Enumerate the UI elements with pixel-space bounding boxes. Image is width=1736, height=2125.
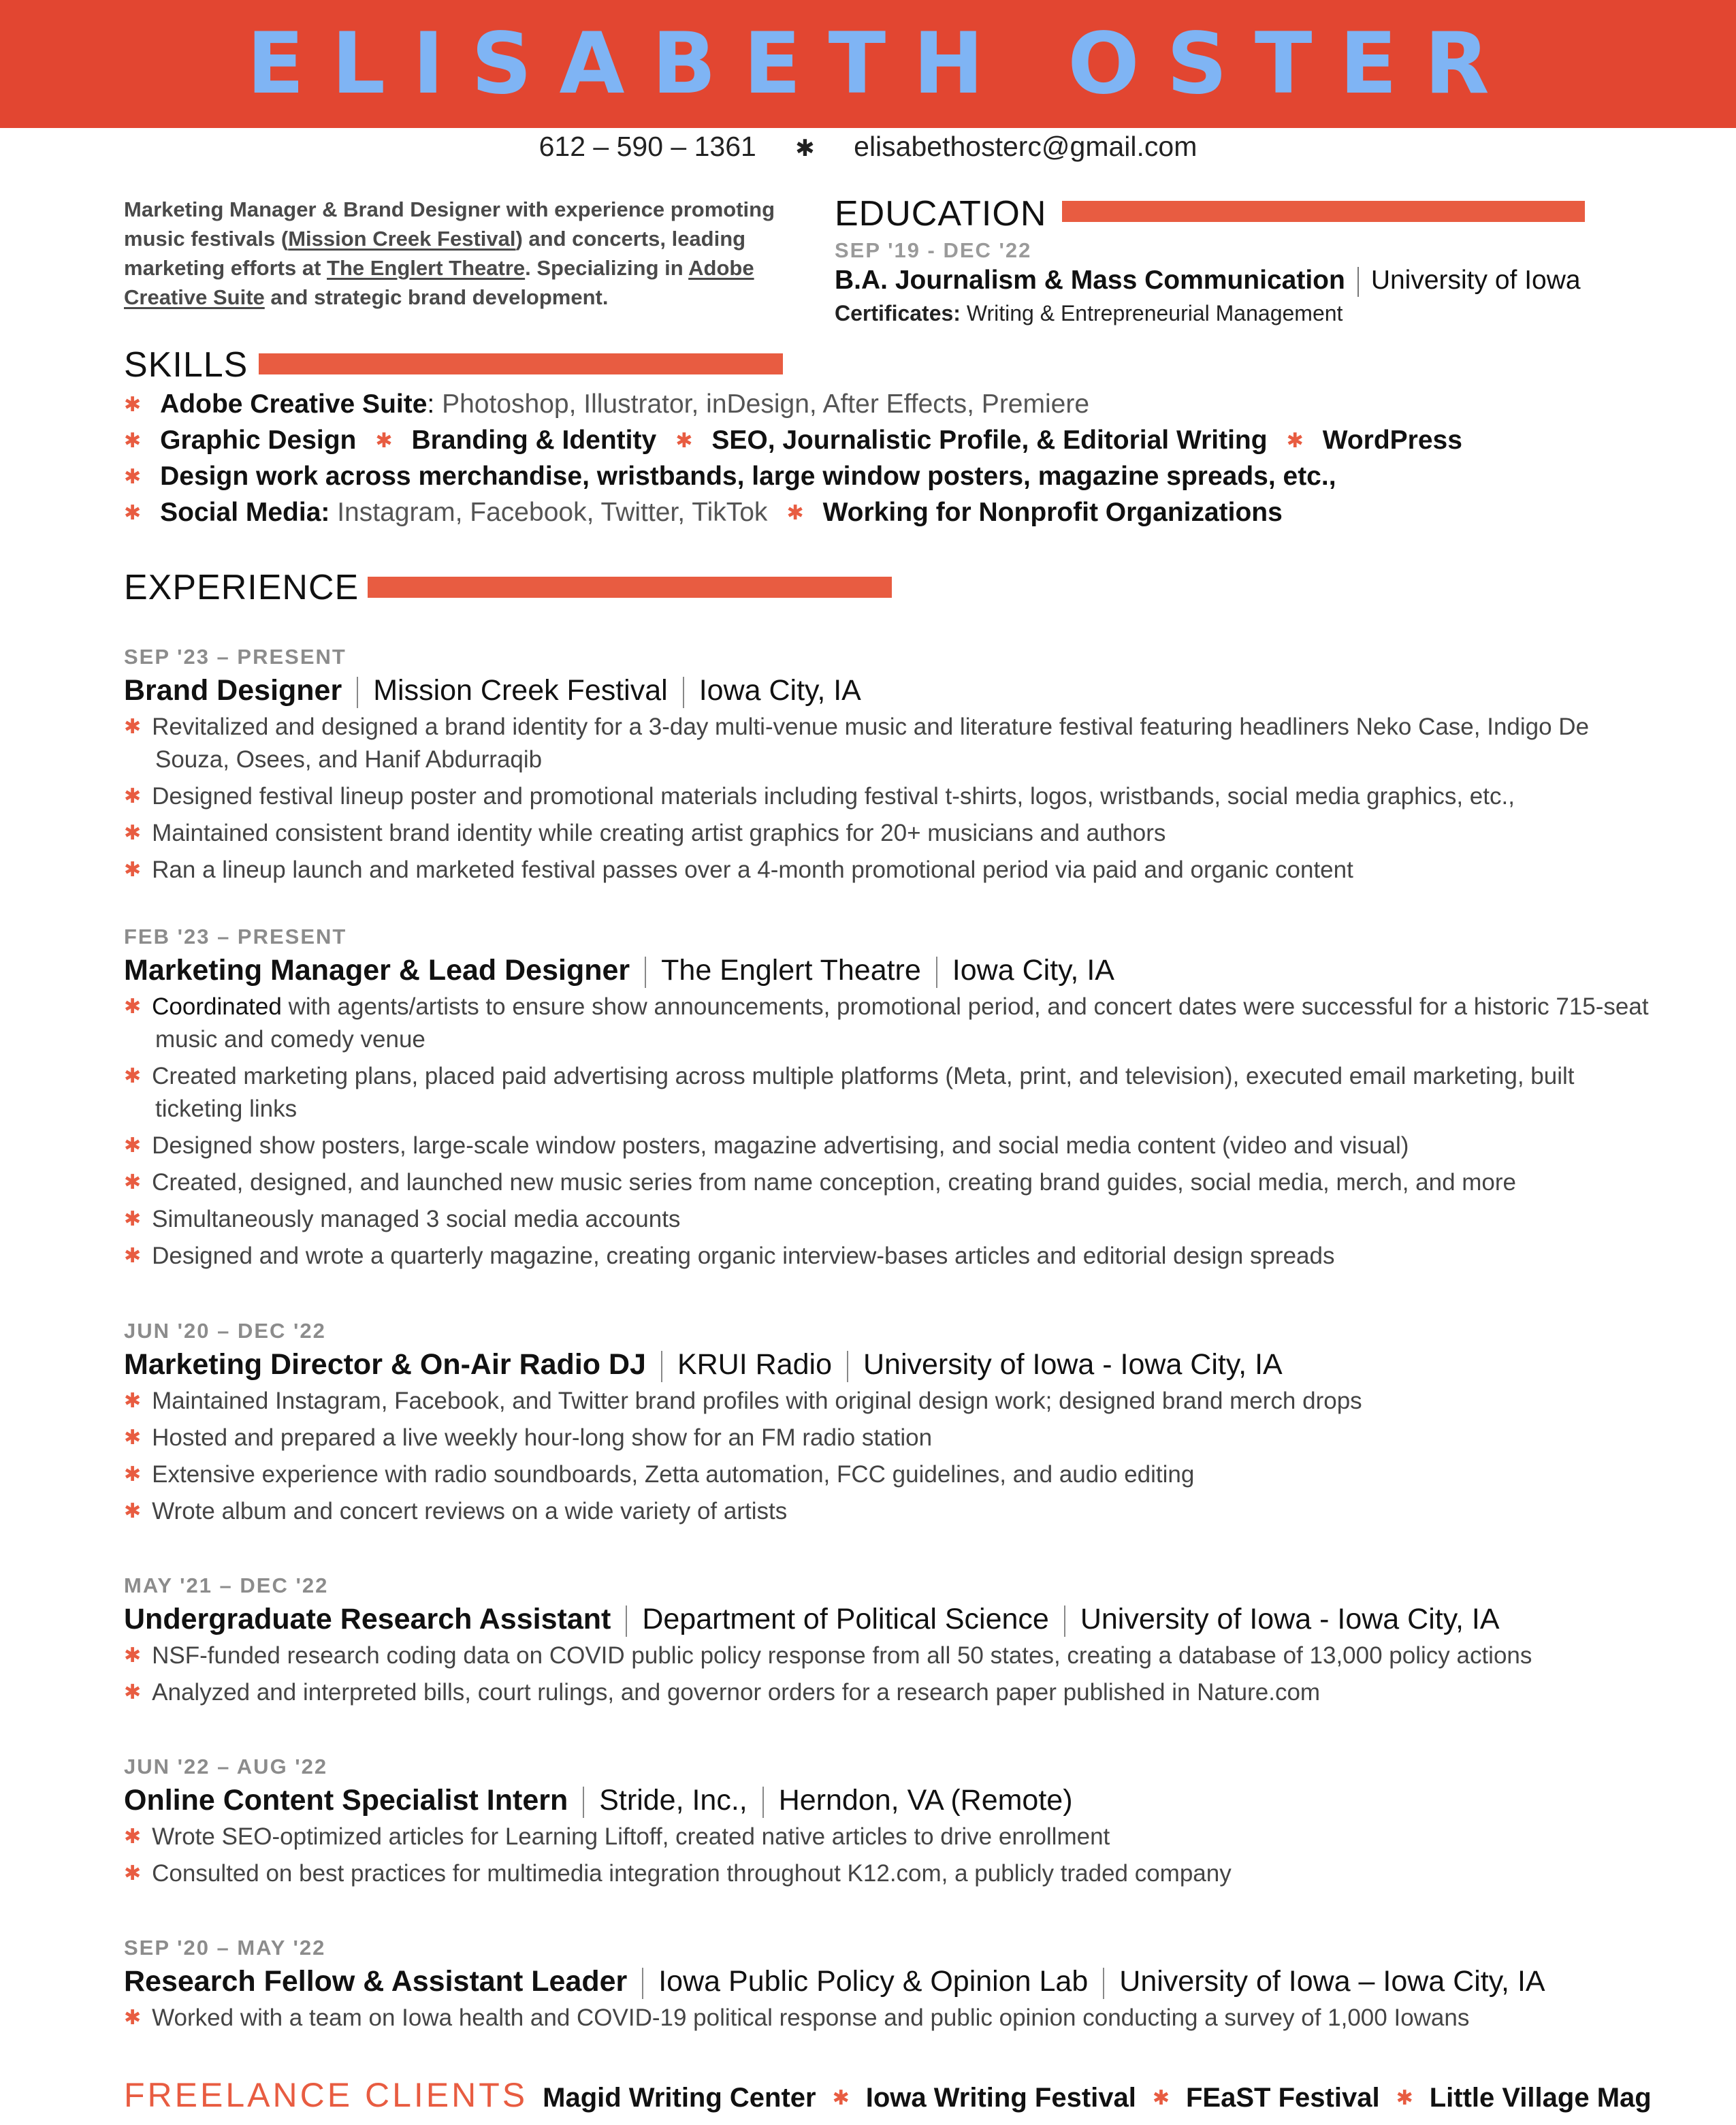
email-address[interactable]: elisabethosterc@gmail.com	[854, 131, 1197, 162]
list-item	[124, 854, 1656, 886]
list-item	[124, 817, 1656, 850]
job-header	[124, 1962, 1656, 2000]
bullet-text: Revitalized and designed a brand identity for a 3-day multi-venue music and literature festival featuring headliners Neko Case, Indigo De Souza, Osees, and Hanif Abdurraqib	[152, 714, 1590, 773]
asterisk-bullet-icon: ✱	[124, 2007, 142, 2029]
job-bullets	[124, 991, 1656, 1273]
bullet-text: Simultaneously managed 3 social media accounts	[152, 1206, 681, 1232]
job-entry	[124, 1934, 1656, 2039]
skill-name: Working for Nonprofit Organizations	[822, 498, 1283, 527]
skill-name: SEO, Journalistic Profile, & Editorial Writing	[711, 426, 1268, 455]
contact-line	[0, 131, 1736, 163]
asterisk-bullet-icon: ✱	[124, 466, 142, 488]
skill-name: Design work across merchandise, wristbands, large window posters, magazine spreads, etc.,	[160, 462, 1336, 491]
divider	[762, 1787, 764, 1818]
skill-detail: Instagram, Facebook, Twitter, TikTok	[337, 498, 768, 527]
job-bullets	[124, 1821, 1656, 1890]
job-org: KRUI Radio	[677, 1348, 832, 1381]
divider	[936, 957, 937, 988]
job-dates: MAY '21 – DEC '22	[124, 1573, 329, 1597]
bullet-text: Designed festival lineup poster and promotional materials including festival t-shirts, logos, wristbands, social media graphics, etc.,	[152, 783, 1515, 810]
job-dates: JUN '20 – DEC '22	[124, 1319, 326, 1343]
adobe-link[interactable]: Adobe Creative Suite	[124, 256, 754, 309]
job-bullets	[124, 711, 1656, 886]
job-org: Mission Creek Festival	[373, 674, 668, 707]
job-header	[124, 1781, 1656, 1819]
asterisk-bullet-icon: ✱	[124, 1463, 142, 1486]
certificates-label: Certificates:	[835, 301, 961, 325]
list-item	[124, 1166, 1656, 1199]
job-title: Marketing Director & On-Air Radio DJ	[124, 1348, 646, 1381]
asterisk-bullet-icon: ✱	[124, 1426, 142, 1449]
skill-detail: Photoshop, Illustrator, inDesign, After Effects, Premiere	[442, 389, 1090, 419]
asterisk-bullet-icon: ✱	[124, 1390, 142, 1412]
certificates-line	[835, 301, 1343, 326]
job-entry	[124, 1753, 1656, 1894]
list-item	[124, 1857, 1656, 1890]
job-org: The Englert Theatre	[661, 954, 921, 987]
list-item	[124, 991, 1656, 1056]
job-bullets	[124, 2002, 1656, 2034]
job-dates: SEP '23 – PRESENT	[124, 645, 347, 669]
skill-name: Branding & Identity	[411, 426, 657, 455]
experience-rule	[368, 577, 892, 598]
divider	[1103, 1968, 1104, 1999]
summary-text: ) and concerts, leading marketing efforts at	[124, 227, 746, 280]
asterisk-bullet-icon: ✱	[124, 1825, 142, 1848]
asterisk-bullet-icon: ✱	[1152, 2087, 1170, 2109]
mission-creek-link[interactable]: Mission Creek Festival	[288, 227, 516, 251]
list-item	[124, 780, 1656, 813]
profile-summary	[124, 195, 777, 312]
job-header	[124, 671, 1656, 709]
experience-heading: EXPERIENCE	[124, 568, 359, 607]
client-name: FEaST Festival	[1186, 2083, 1380, 2113]
asterisk-bullet-icon: ✱	[124, 1862, 142, 1885]
school: University of Iowa	[1370, 266, 1581, 295]
list-item	[124, 2002, 1656, 2034]
list-item	[124, 711, 1656, 776]
divider	[1064, 1605, 1065, 1637]
bullet-text: Created marketing plans, placed paid advertising across multiple platforms (Meta, print, and television), executed email marketing, built ticketing links	[152, 1063, 1575, 1122]
job-place: University of Iowa – Iowa City, IA	[1119, 1965, 1545, 1998]
asterisk-bullet-icon: ✱	[786, 502, 804, 524]
bullet-text: Analyzed and interpreted bills, court rulings, and governor orders for a research paper published in Nature.com	[152, 1679, 1321, 1706]
client-name: Little Village Mag	[1429, 2083, 1652, 2113]
job-header	[124, 951, 1656, 989]
skill-row	[124, 459, 1656, 495]
list-item	[124, 1422, 1656, 1454]
skill-name: WordPress	[1322, 426, 1462, 455]
skill-colon: :	[427, 389, 435, 419]
job-header	[124, 1345, 1656, 1384]
job-title: Marketing Manager & Lead Designer	[124, 954, 630, 987]
job-title: Undergraduate Research Assistant	[124, 1603, 611, 1635]
job-title: Research Fellow & Assistant Leader	[124, 1965, 628, 1998]
list-item	[124, 1060, 1656, 1125]
asterisk-bullet-icon: ✱	[124, 502, 142, 524]
summary-text: . Specializing in	[525, 256, 689, 280]
job-entry	[124, 1571, 1656, 1713]
job-title: Brand Designer	[124, 674, 342, 707]
phone-number: 612 – 590 – 1361	[539, 131, 756, 162]
job-title: Online Content Specialist Intern	[124, 1784, 568, 1817]
job-place: University of Iowa - Iowa City, IA	[863, 1348, 1283, 1381]
list-item	[124, 1495, 1656, 1528]
job-entry	[124, 923, 1656, 1277]
header-bar	[0, 0, 1736, 128]
skill-name: Graphic Design	[160, 426, 357, 455]
divider	[645, 957, 646, 988]
asterisk-bullet-icon: ✱	[124, 1245, 142, 1267]
job-bullets	[124, 1640, 1656, 1709]
bullet-text: Designed and wrote a quarterly magazine, creating organic interview-bases articles and editorial design spreads	[152, 1243, 1335, 1269]
bullet-text: Wrote album and concert reviews on a wide variety of artists	[152, 1498, 788, 1524]
list-item	[124, 1676, 1656, 1709]
job-place: Iowa City, IA	[698, 674, 861, 707]
applicant-name: ELISABETH OSTER	[246, 15, 1517, 113]
divider	[626, 1605, 627, 1637]
education-dates: SEP '19 - DEC '22	[835, 238, 1032, 262]
job-place: Herndon, VA (Remote)	[778, 1784, 1073, 1817]
skill-row	[124, 495, 1656, 531]
bullet-text: Worked with a team on Iowa health and COVID-19 political response and public opinion conducting a survey of 1,000 Iowans	[152, 2004, 1470, 2031]
asterisk-bullet-icon: ✱	[124, 1171, 142, 1194]
job-entry	[124, 643, 1656, 891]
client-name: Magid Writing Center	[543, 2083, 816, 2113]
freelance-heading: FREELANCE CLIENTS	[124, 2076, 528, 2114]
list-item	[124, 1385, 1656, 1418]
bullet-text: Wrote SEO-optimized articles for Learning Liftoff, created native articles to drive enrollment	[152, 1823, 1110, 1850]
job-bullets	[124, 1385, 1656, 1528]
asterisk-bullet-icon: ✱	[1396, 2087, 1413, 2109]
divider	[1357, 267, 1359, 297]
asterisk-bullet-icon: ✱	[124, 995, 142, 1018]
asterisk-bullet-icon: ✱	[675, 430, 693, 452]
asterisk-bullet-icon: ✱	[124, 430, 142, 452]
bullet-text: Extensive experience with radio soundboards, Zetta automation, FCC guidelines, and audio editing	[152, 1461, 1195, 1488]
skills-rule	[259, 353, 783, 374]
englert-link[interactable]: The Englert Theatre	[327, 256, 526, 280]
bullet-text: Created, designed, and launched new music series from name conception, creating brand guides, social media, merch, and more	[152, 1169, 1517, 1196]
asterisk-bullet-icon: ✱	[124, 1065, 142, 1087]
bullet-text: Hosted and prepared a live weekly hour-long show for an FM radio station	[152, 1424, 933, 1451]
bullet-text: with agents/artists to ensure show announcements, promotional period, and concert dates were successful for a historic 715-seat music and comedy venue	[155, 993, 1649, 1053]
asterisk-bullet-icon: ✱	[124, 1681, 142, 1704]
job-place: Iowa City, IA	[952, 954, 1114, 987]
asterisk-bullet-icon: ✱	[124, 785, 142, 808]
bullet-text: Consulted on best practices for multimedia integration throughout K12.com, a publicly traded company	[152, 1860, 1232, 1887]
summary-text: Marketing Manager & Brand Designer with experience promoting music festivals (	[124, 197, 775, 251]
job-dates: SEP '20 – MAY '22	[124, 1936, 326, 1960]
skills-heading: SKILLS	[124, 345, 248, 385]
asterisk-bullet-icon: ✱	[124, 1500, 142, 1522]
job-place: University of Iowa - Iowa City, IA	[1080, 1603, 1500, 1635]
list-item	[124, 1203, 1656, 1236]
list-item	[124, 1458, 1656, 1491]
asterisk-bullet-icon: ✱	[832, 2087, 850, 2109]
list-item	[124, 1640, 1656, 1672]
skill-row	[124, 423, 1656, 459]
client-name: Iowa Writing Festival	[865, 2083, 1136, 2113]
asterisk-bullet-icon: ✱	[124, 1644, 142, 1667]
bullet-text: Ran a lineup launch and marketed festival passes over a 4-month promotional period via paid and organic content	[152, 857, 1353, 883]
list-item	[124, 1130, 1656, 1162]
divider	[847, 1351, 848, 1382]
job-dates: FEB '23 – PRESENT	[124, 925, 347, 948]
asterisk-bullet-icon: ✱	[124, 822, 142, 844]
divider	[683, 677, 684, 708]
summary-text: and strategic brand development.	[264, 285, 609, 309]
skills-list	[124, 387, 1656, 531]
asterisk-bullet-icon: ✱	[124, 716, 142, 738]
bullet-text: Maintained Instagram, Facebook, and Twitter brand profiles with original design work; designed brand merch drops	[152, 1388, 1362, 1414]
certificates-value: Writing & Entrepreneurial Management	[966, 301, 1343, 325]
list-item	[124, 1821, 1656, 1853]
divider	[357, 677, 358, 708]
divider	[642, 1968, 643, 1999]
degree: B.A. Journalism & Mass Communication	[835, 266, 1345, 295]
bullet-bold: Coordinated	[152, 993, 282, 1020]
job-org: Department of Political Science	[642, 1603, 1049, 1635]
asterisk-bullet-icon: ✱	[124, 1134, 142, 1157]
asterisk-bullet-icon: ✱	[1286, 430, 1304, 452]
job-dates: JUN '22 – AUG '22	[124, 1755, 328, 1778]
education-rule	[1062, 201, 1585, 222]
job-header	[124, 1600, 1656, 1638]
asterisk-bullet-icon: ✱	[124, 859, 142, 881]
asterisk-bullet-icon: ✱	[375, 430, 393, 452]
divider	[583, 1787, 584, 1818]
list-item	[124, 1240, 1656, 1273]
skill-row	[124, 387, 1656, 423]
education-degree-line	[835, 266, 1581, 297]
separator-icon: ✱	[795, 135, 815, 161]
bullet-text: Designed show posters, large-scale window posters, magazine advertising, and social media content (video and visual)	[152, 1132, 1409, 1159]
asterisk-bullet-icon: ✱	[124, 1208, 142, 1230]
asterisk-bullet-icon: ✱	[124, 394, 142, 416]
skill-name: Adobe Creative Suite	[160, 389, 428, 419]
job-org: Stride, Inc.,	[599, 1784, 748, 1817]
bullet-text: NSF-funded research coding data on COVID public policy response from all 50 states, creating a database of 13,000 policy actions	[152, 1642, 1532, 1669]
education-heading: EDUCATION	[835, 194, 1047, 234]
skill-name: Social Media:	[160, 498, 330, 527]
freelance-clients	[124, 2075, 1652, 2115]
bullet-text: Maintained consistent brand identity while creating artist graphics for 20+ musicians and authors	[152, 820, 1166, 846]
job-entry	[124, 1317, 1656, 1532]
job-org: Iowa Public Policy & Opinion Lab	[658, 1965, 1089, 1998]
divider	[661, 1351, 662, 1382]
